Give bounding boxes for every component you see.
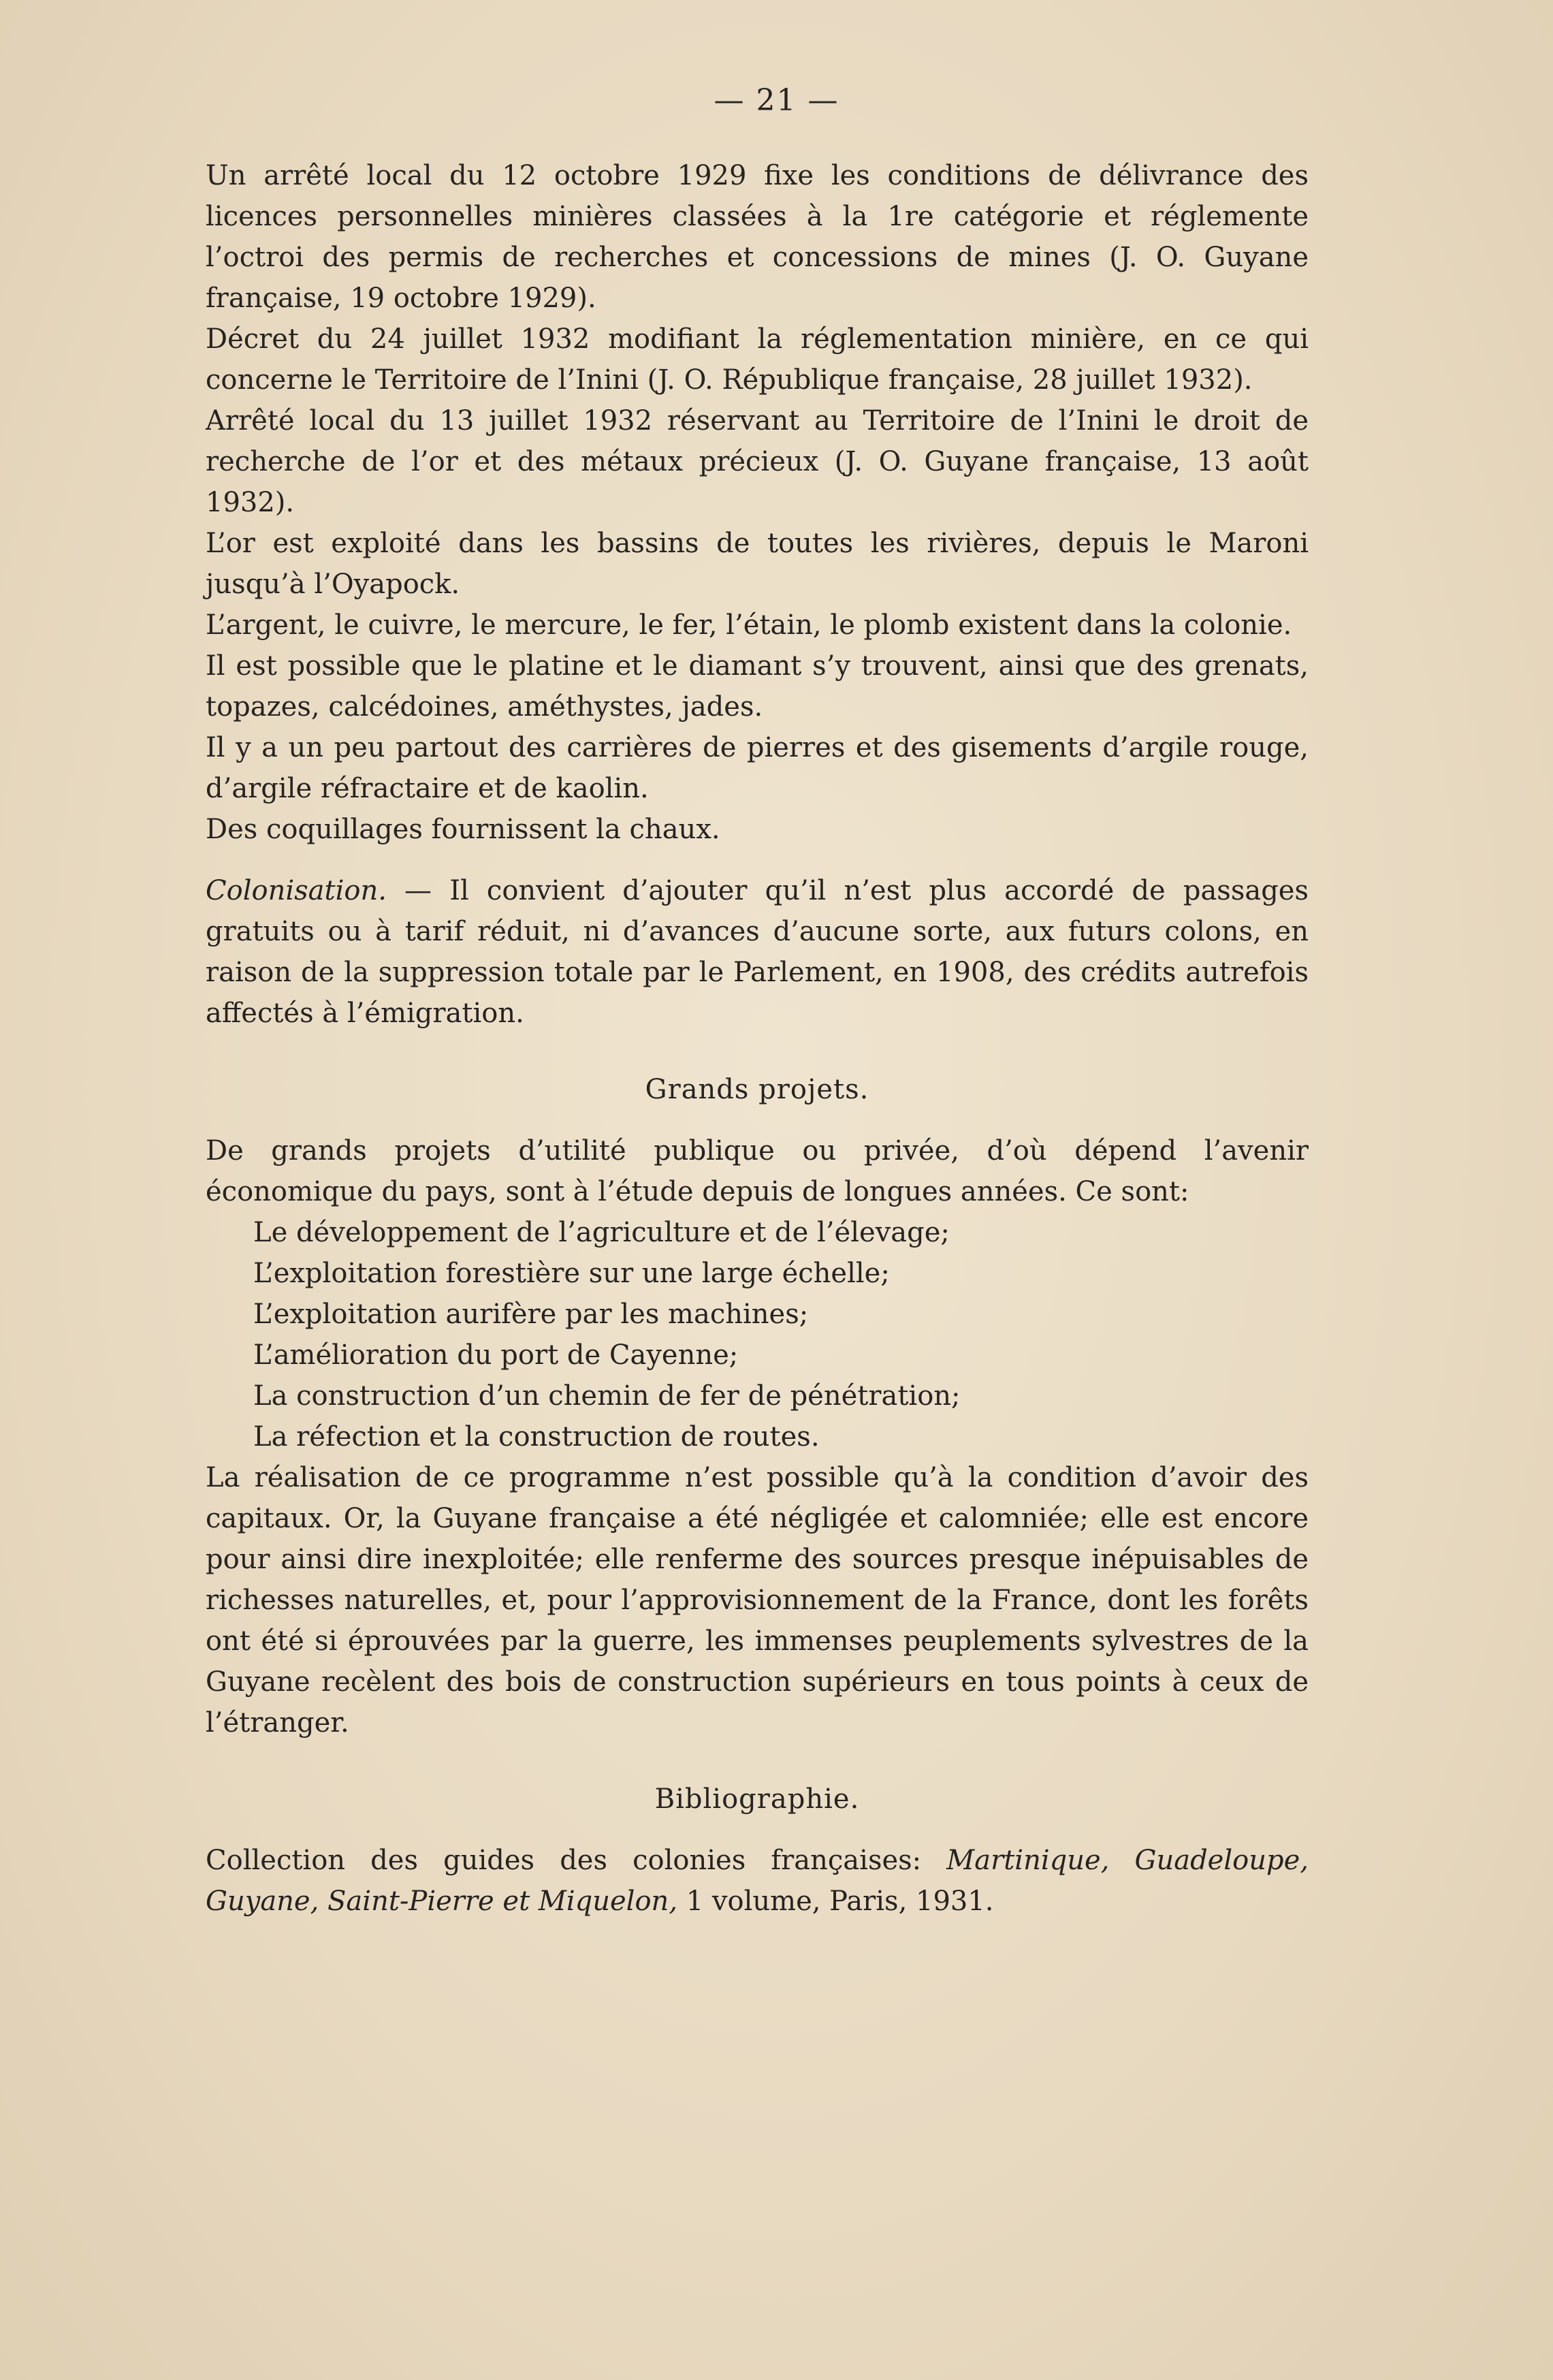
list-item: L’amélioration du port de Cayenne; xyxy=(253,1339,739,1371)
list-item: La construction d’un chemin de fer de pénétration; xyxy=(253,1380,961,1412)
paragraph-grands-projets-conclusion: La réalisation de ce programme n’est possible qu’à la condition d’avoir des capitaux. Or, la Guyane française a été négligée et calomniée; elle est encore pour ainsi dire inexploitée; elle renferme des sources presque inépuisables de richesses naturelles, et, pour l’approvisionnement de la France, dont les forêts ont été si éprouvées par la guerre, les immenses peuplements sylvestres de la Guyane recèlent des bois de construction supérieurs en tous points à ceux de l’étranger. xyxy=(206,1462,1309,1739)
paragraph-platine: Il est possible que le platine et le diamant s’y trouvent, ainsi que des grenats, topazes, calcédoines, améthystes, jades. xyxy=(206,650,1309,723)
colonisation-text: — Il convient d’ajouter qu’il n’est plus accordé de passages gratuits ou à tarif réduit, ni d’avances d’aucune sorte, aux futurs colons, en raison de la suppression totale par le Parlement, en 1908, des crédits autrefois affectés à l’émigration. xyxy=(206,875,1309,1029)
paragraph-bibliographie xyxy=(206,1840,1309,1922)
spacer xyxy=(206,1743,1309,1779)
projects-list xyxy=(206,1212,1309,1457)
spacer xyxy=(206,850,1309,870)
section-title-bibliographie: Bibliographie. xyxy=(654,1783,860,1815)
paragraph-coquillages: Des coquillages fournissent la chaux. xyxy=(206,814,720,845)
paragraph-argent: L’argent, le cuivre, le mercure, le fer, l’étain, le plomb existent dans la colonie. xyxy=(206,609,1292,641)
list-item: La réfection et la construction de routes. xyxy=(253,1421,820,1453)
list-item: L’exploitation forestière sur une large échelle; xyxy=(253,1258,890,1289)
page-number: — 21 — xyxy=(714,83,839,118)
spacer xyxy=(206,1110,1309,1130)
bibliographie-lead: Collection des guides des colonies françaises: xyxy=(206,1845,947,1876)
spacer xyxy=(206,1034,1309,1069)
bibliographie-titles: Martinique, Guadeloupe, Guyane, Saint-Pierre et Miquelon, xyxy=(206,1845,1309,1917)
list-item: Le développement de l’agriculture et de l’élevage; xyxy=(253,1217,950,1248)
body-text xyxy=(206,155,1309,1922)
paragraph-arrete-1929: Un arrêté local du 12 octobre 1929 fixe les conditions de délivrance des licences personnelles minières classées à la 1re catégorie et réglemente l’octroi des permis de recherches et concessions de mines (J. O. Guyane française, 19 octobre 1929). xyxy=(206,160,1309,314)
list-item: L’exploitation aurifère par les machines; xyxy=(253,1299,809,1330)
paragraph-carrieres: Il y a un peu partout des carrières de pierres et des gisements d’argile rouge, d’argile réfractaire et de kaolin. xyxy=(206,732,1309,804)
paragraph-decret-1932: Décret du 24 juillet 1932 modifiant la réglementation minière, en ce qui concerne le Territoire de l’Inini (J. O. République française, 28 juillet 1932). xyxy=(206,323,1309,396)
bibliographie-tail: 1 volume, Paris, 1931. xyxy=(677,1886,994,1917)
colonisation-label: Colonisation. xyxy=(206,875,387,906)
paragraph-grands-projets-intro: De grands projets d’utilité publique ou privée, d’où dépend l’avenir économique du pays, sont à l’étude depuis de longues années. Ce sont: xyxy=(206,1135,1309,1207)
paragraph-or: L’or est exploité dans les bassins de toutes les rivières, depuis le Maroni jusqu’à l’Oyapock. xyxy=(206,528,1309,600)
section-title-grands-projets: Grands projets. xyxy=(645,1074,869,1105)
spacer xyxy=(206,1820,1309,1840)
paragraph-arrete-1932: Arrêté local du 13 juillet 1932 réservant au Territoire de l’Inini le droit de recherche de l’or et des métaux précieux (J. O. Guyane française, 13 août 1932). xyxy=(206,405,1309,518)
paragraph-colonisation xyxy=(206,870,1309,1034)
